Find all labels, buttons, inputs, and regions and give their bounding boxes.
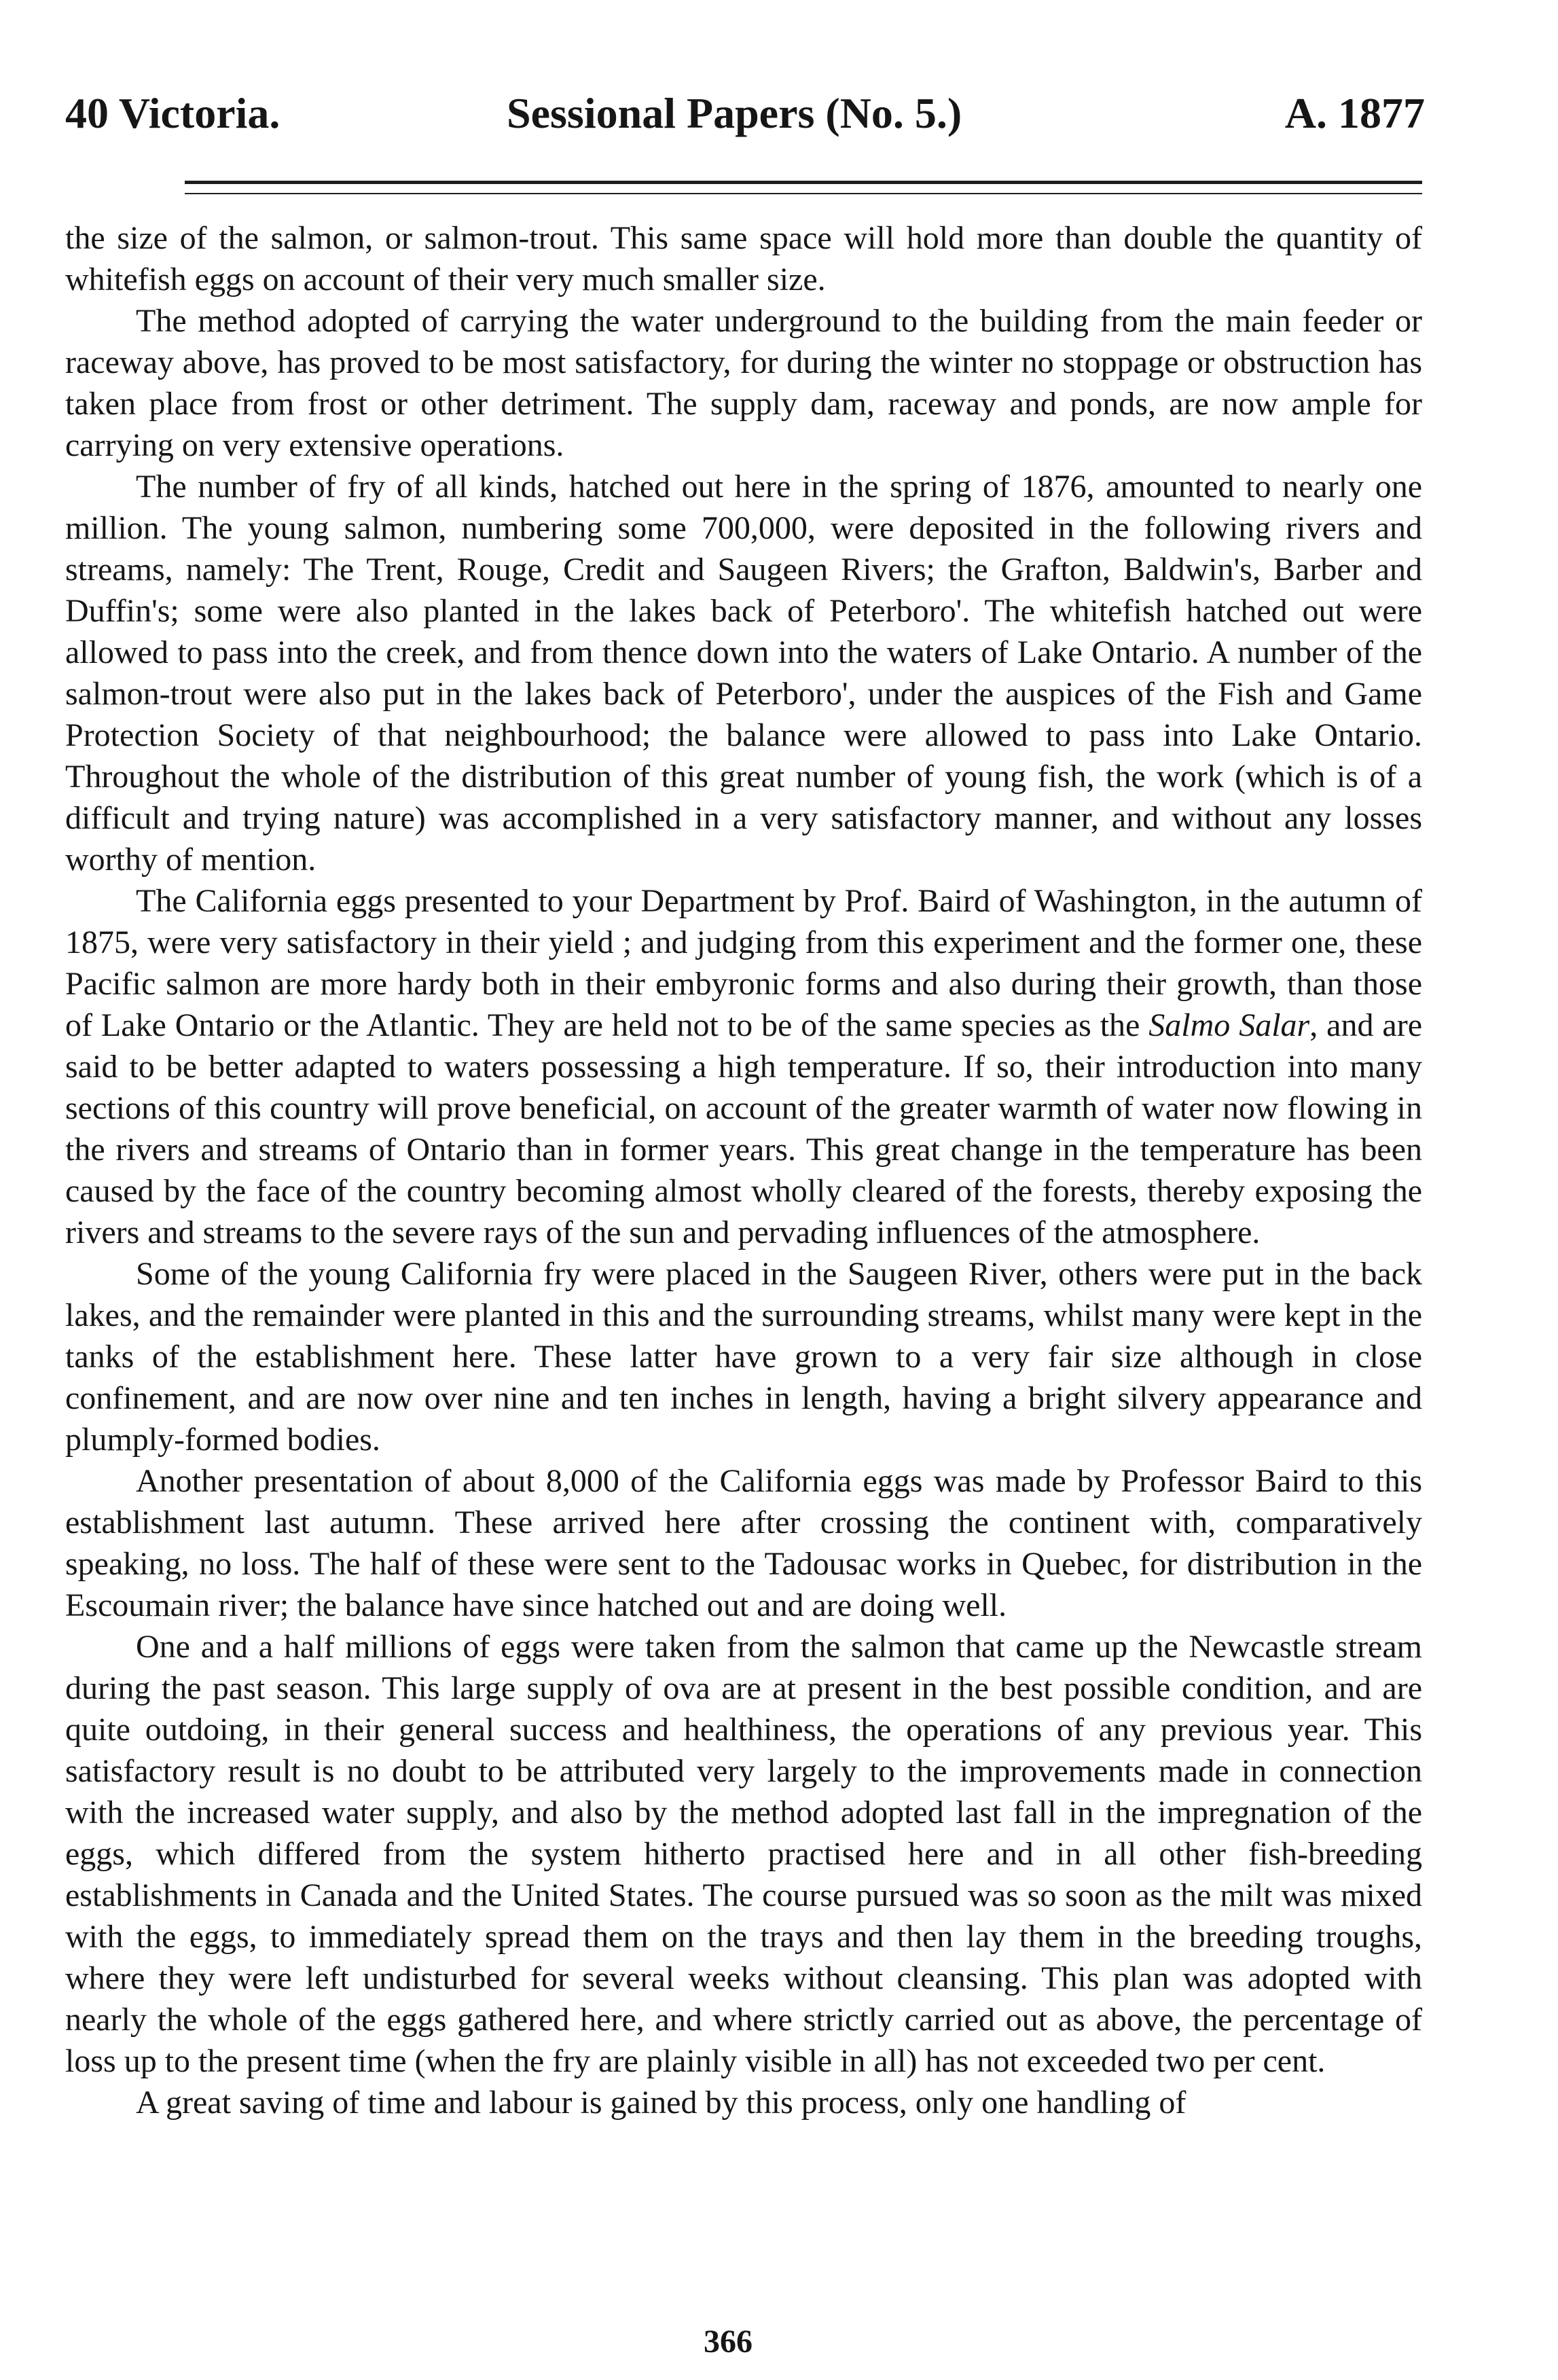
paragraph-2: The method adopted of carrying the water underground to the building from the main feeder or raceway above, has proved to be most satisfactory, for during the winter no stoppage or obstruction has taken place from frost or other detriment. The supply dam, raceway and ponds, are now ample for carrying on very extensive operations. — [65, 303, 1422, 463]
paragraph-6: Another presentation of about 8,000 of the California eggs was made by Professor Baird to this establishment last autumn. These arrived here after crossing the continent with, comparatively speaking, no loss. The half of these were sent to the Tadousac works in Quebec, for distribution in the Escoumain river; the balance have since hatched out and are doing well. — [65, 1463, 1422, 1623]
header-title: Sessional Papers (No. 5.) — [507, 89, 962, 137]
paragraph-1: the size of the salmon, or salmon-trout. This same space will hold more than double the quantity of whitefish eggs on account of their very much smaller size. — [65, 220, 1422, 298]
paragraph-4 — [65, 880, 1422, 1253]
header-volume: 40 Victoria. — [65, 89, 280, 137]
page-number: 366 — [704, 2324, 753, 2360]
paragraph-5: Some of the young California fry were placed in the Saugeen River, others were put in the back lakes, and the remainder were planted in this and the surrounding streams, whilst many were kept in the tanks of the establishment here. These latter have grown to a very fair size although in close confinement, and are now over nine and ten inches in length, having a bright silvery appearance and plumply-formed bodies. — [65, 1256, 1422, 1458]
header-rule-thick — [185, 181, 1422, 184]
header-year: A. 1877 — [1284, 89, 1425, 137]
paragraph-3: The number of fry of all kinds, hatched out here in the spring of 1876, amounted to nearly one million. The young salmon, numbering some 700,000, were deposited in the following rivers and streams, namely: The Trent, Rouge, Credit and Saugeen Rivers; the Grafton, Baldwin's, Barber and Duffin's; some were also planted in the lakes back of Peterboro'. The whitefish hatched out were allowed to pass into the creek, and from thence down into the waters of Lake Ontario. A number of the salmon-trout were also put in the lakes back of Peterboro', under the auspices of the Fish and Game Protection Society of that neighbourhood; the balance were allowed to pass into Lake Ontario. Throughout the whole of the distribution of this great number of young fish, the work (which is of a difficult and trying nature) was accomplished in a very satisfactory manner, and without any losses worthy of mention. — [65, 469, 1422, 878]
paragraph-8: A great saving of time and labour is gained by this process, only one handling of — [136, 2085, 1186, 2121]
paragraph-4-italic: Salmo Salar — [1148, 1007, 1310, 1043]
header-rule-thin — [185, 193, 1422, 194]
paragraph-7: One and a half millions of eggs were taken from the salmon that came up the Newcastle stream during the past season. This large supply of ova are at present in the best possible condition, and are quite outdoing, in their general success and healthiness, the operations of any previous year. This satisfactory result is no doubt to be attributed very largely to the improvements made in connection with the increased water supply, and also by the method adopted last fall in the impregnation of the eggs, which differed from the system hitherto practised here and in all other fish-breeding establishments in Canada and the United States. The course pursued was so soon as the milt was mixed with the eggs, to immediately spread them on the trays and then lay them in the breeding troughs, where they were left undisturbed for several weeks without cleansing. This plan was adopted with nearly the whole of the eggs gathered here, and where strictly carried out as above, the percentage of loss up to the present time (when the fry are plainly visible in all) has not exceeded two per cent. — [65, 1629, 1422, 2079]
paragraph-4-before: The California eggs presented to your Department by Prof. Baird of Washington, in the autumn of 1875, were very satisfactory in their yield ; and judging from this experiment and the former one, these Pacific salmon are more hardy both in their embyronic forms and also during their growth, than those of Lake Ontario or the Atlantic. They are held not to be of the same species as the — [65, 883, 1422, 1043]
body-text — [65, 217, 1422, 2123]
paragraph-4-after: , and are said to be better adapted to waters possessing a high temperature. If so, their introduction into many sections of this country will prove beneficial, on account of the greater warmth of water now flowing in the rivers and streams of Ontario than in former years. This great change in the temperature has been caused by the face of the country becoming almost wholly cleared of the forests, thereby exposing the rivers and streams to the severe rays of the sun and pervading influences of the atmosphere. — [65, 1007, 1423, 1250]
running-header — [65, 76, 1425, 151]
